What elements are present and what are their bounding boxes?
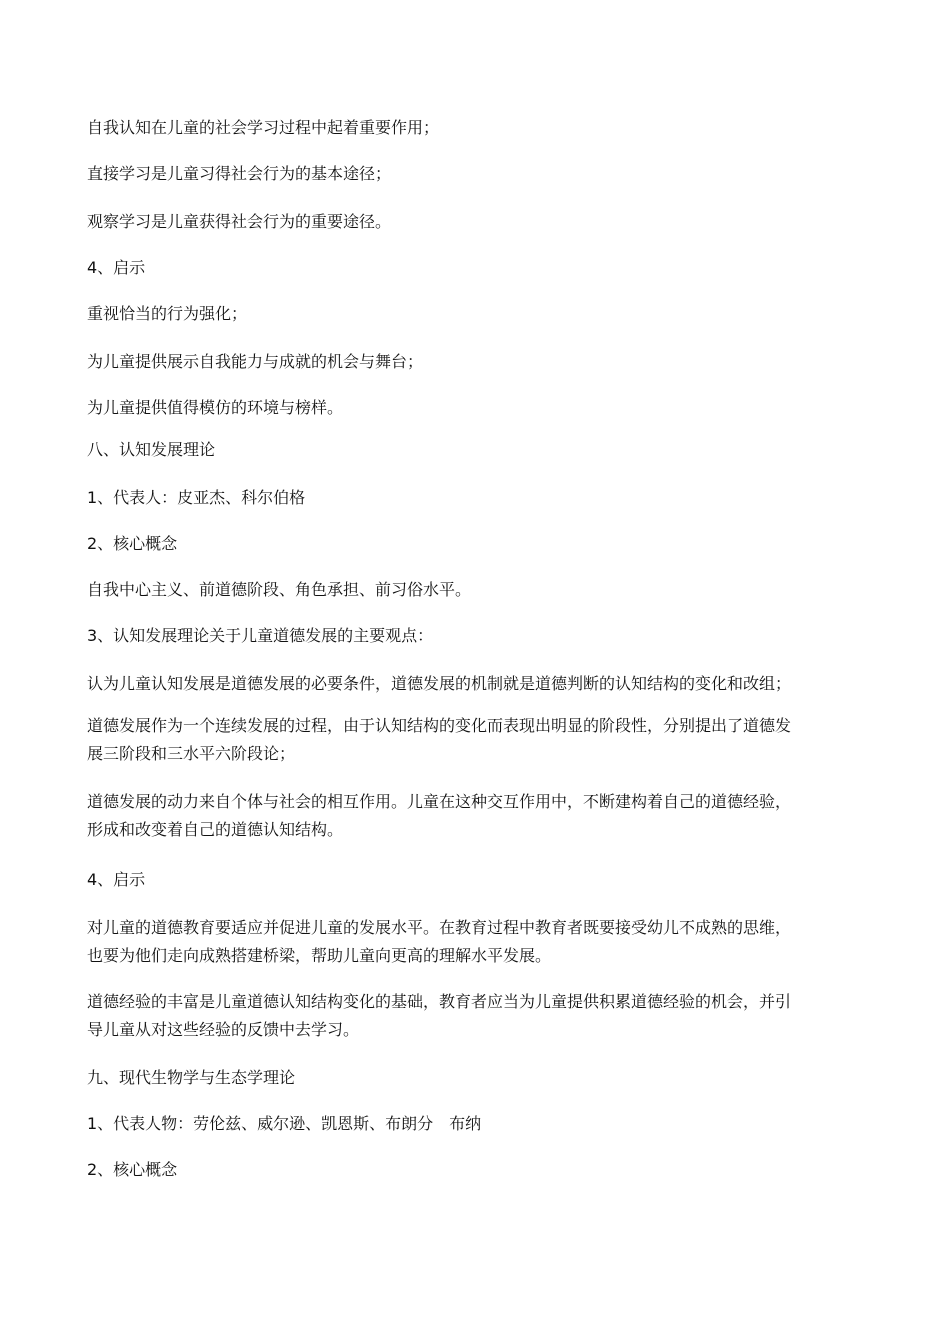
- text-line: 自我中心主义、前道德阶段、角色承担、前习俗水平。: [87, 580, 472, 599]
- text-line: 为儿童提供值得模仿的环境与榜样。: [87, 398, 344, 417]
- section-heading: 4、启示: [87, 870, 146, 889]
- paragraph-line: 展三阶段和三水平六阶段论；: [87, 744, 296, 763]
- paragraph: [87, 788, 867, 844]
- section-heading: 1、代表人物：劳伦兹、威尔逊、凯恩斯、布朗分 布纳: [87, 1114, 482, 1133]
- paragraph: [87, 914, 867, 970]
- paragraph-line: 道德经验的丰富是儿童道德认知结构变化的基础，教育者应当为儿童提供积累道德经验的机会，并引: [87, 992, 792, 1011]
- paragraph: [87, 712, 867, 768]
- text-line: 重视恰当的行为强化；: [87, 304, 248, 323]
- paragraph-line: 道德发展作为一个连续发展的过程，由于认知结构的变化而表现出明显的阶段性，分别提出了道德发: [87, 716, 792, 735]
- text-line: 认为儿童认知发展是道德发展的必要条件，道德发展的机制就是道德判断的认知结构的变化和改组；: [87, 674, 792, 693]
- section-heading: 2、核心概念: [87, 1160, 178, 1179]
- section-heading: 1、代表人：皮亚杰、科尔伯格: [87, 488, 306, 507]
- paragraph-line: 导儿童从对这些经验的反馈中去学习。: [87, 1020, 360, 1039]
- paragraph: [87, 988, 867, 1044]
- chapter-heading: 八、认知发展理论: [87, 440, 216, 459]
- paragraph-line: 对儿童的道德教育要适应并促进儿童的发展水平。在教育过程中教育者既要接受幼儿不成熟的思维，: [87, 918, 792, 937]
- paragraph-line: 也要为他们走向成熟搭建桥梁，帮助儿童向更高的理解水平发展。: [87, 946, 552, 965]
- text-line: 为儿童提供展示自我能力与成就的机会与舞台；: [87, 352, 424, 371]
- section-heading: 3、认知发展理论关于儿童道德发展的主要观点：: [87, 626, 434, 645]
- chapter-heading: 九、现代生物学与生态学理论: [87, 1068, 296, 1087]
- section-heading: 4、启示: [87, 258, 146, 277]
- text-line: 观察学习是儿童获得社会行为的重要途径。: [87, 212, 392, 231]
- text-line: 直接学习是儿童习得社会行为的基本途径；: [87, 164, 392, 183]
- paragraph-line: 形成和改变着自己的道德认知结构。: [87, 820, 344, 839]
- section-heading: 2、核心概念: [87, 534, 178, 553]
- paragraph-line: 道德发展的动力来自个体与社会的相互作用。儿童在这种交互作用中，不断建构着自己的道德经验，: [87, 792, 792, 811]
- text-line: 自我认知在儿童的社会学习过程中起着重要作用；: [87, 118, 440, 137]
